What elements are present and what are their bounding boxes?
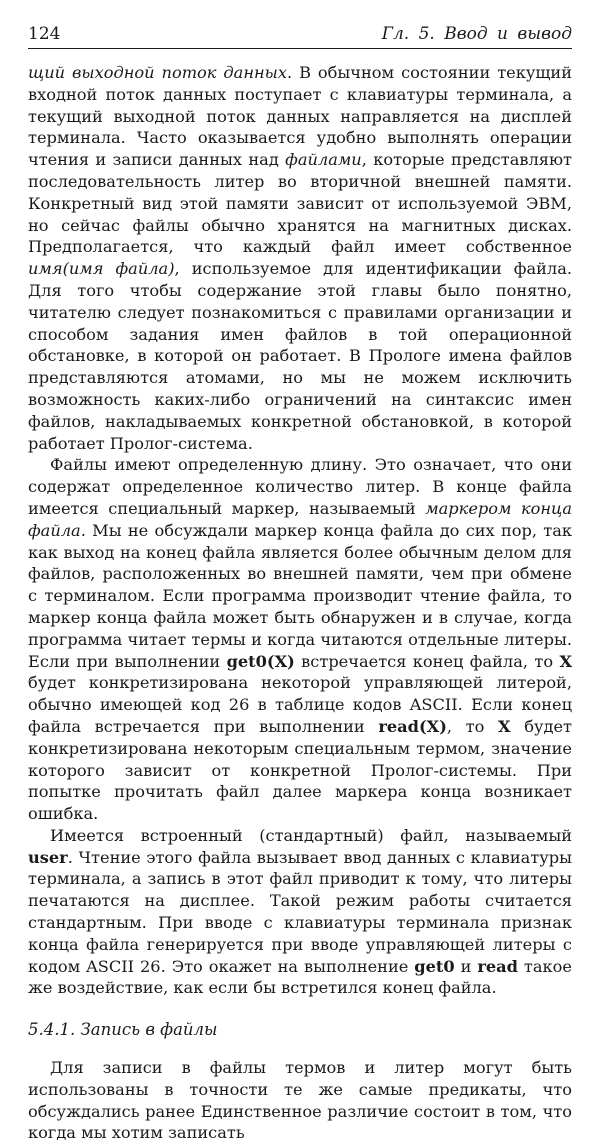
paragraph-3: Имеется встроенный (стандартный) файл, называемый user. Чтение этого файла вызывает ввод данных с клавиатуры терминала, а запись в этот файл приводит к тому, что литеры печатаются на дисплее. Такой режим работы считается стандартным. При вводе с клавиатуры терминала признак конца файла генерируется при вводе управляющей литеры с кодом ASCII 26. Это окажет на выполнение get0 и read такое же воздействие, как если бы встретился конец файла. <box>28 825 572 998</box>
code-term: get0(X) <box>226 651 295 671</box>
page-body <box>28 62 572 1144</box>
emphasis-term: имя(имя файла) <box>28 259 175 279</box>
emphasis-term: щий выходной поток данных <box>28 63 287 82</box>
paragraph-4: Для записи в файлы термов и литер могут быть использованы в точности те же самые предикаты, что обсуждались ранее Единственное различие состоит в том, что когда мы хотим записать <box>28 1058 572 1143</box>
paragraph-2: Файлы имеют определенную длину. Это означает, что они содержат определенное количество литер. В конце файла имеется специальный маркер, называемый маркером конца файла. Мы не обсуждали маркер конца файла до сих пор, так как выход на конец файла является более обычным делом для файлов, расположенных во внешней памяти, чем при обмене с терминалом. Если программа производит чтение файла, то маркер конца файла может быть обнаружен и в случае, когда программа читает термы и когда читаются отдельные литеры. Если при выполнении get0(X) встречается конец файла, то X будет конкретизирована некоторой управляющей литерой, обычно имеющей код 26 в таблице кодов ASCII. Если конец файла встречается при выполнении read(X), то X будет конкретизирована некоторым специальным термом, значение которого зависит от конкретной Пролог-системы. При попытке прочитать файл далее маркера конца возникает ошибка. <box>28 455 572 824</box>
emphasis-term: маркером конца файла. <box>28 498 572 540</box>
section-heading: 5.4.1. Запись в файлы <box>28 1020 218 1040</box>
running-title: Гл. 5. Ввод и вывод <box>381 24 572 44</box>
code-term: X <box>498 716 511 736</box>
code-term: get0 <box>414 956 455 976</box>
page-header <box>28 22 572 49</box>
code-term: user <box>28 847 68 867</box>
paragraph-1: щий выходной поток данных. В обычном состоянии текущий входной поток данных поступает с клавиатуры терминала, а текущий выходной поток данных направляется на дисплей терминала. Часто оказывается удобно выполнять операции чтения и записи данных над файлами, которые представляют последовательность литер во вторичной внешней памяти. Конкретный вид этой памяти зависит от используемой ЭВМ, но сейчас файлы обычно хранятся на магнитных дисках. Предполагается, что каждый файл имеет собственное имя(имя файла), используемое для идентификации файла. Для того чтобы содержание этой главы было понятно, читателю следует познакомиться с правилами организации и способом задания имен файлов в той операционной обстановке, в которой он работает. В Прологе имена файлов представляются атомами, но мы не можем исключить возможность каких-либо ограничений на синтаксис имен файлов, накладываемых конкретной обстановкой, в которой работает Пролог-система. <box>28 63 573 453</box>
code-term: X <box>559 651 572 671</box>
emphasis-term: файлами <box>285 150 362 170</box>
code-term: read(X) <box>378 716 447 736</box>
page-number: 124 <box>28 24 61 44</box>
code-term: read <box>477 956 518 976</box>
